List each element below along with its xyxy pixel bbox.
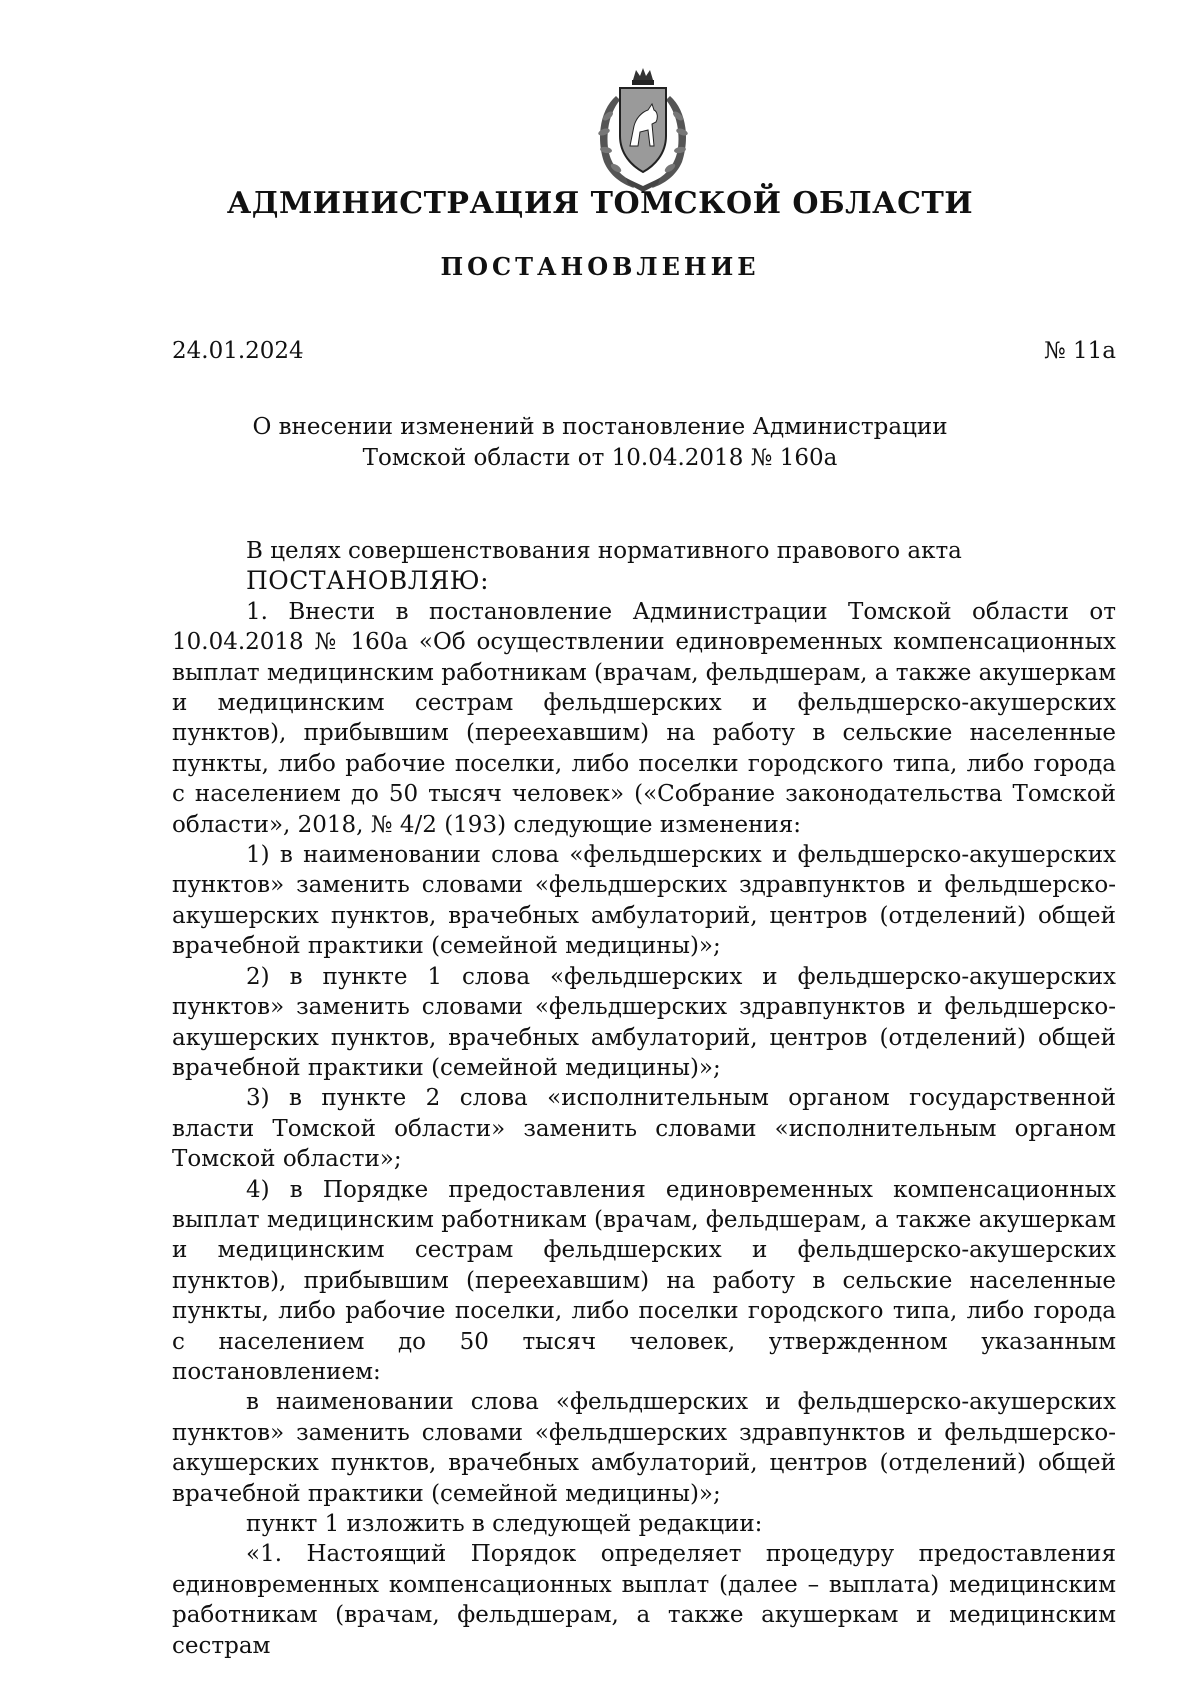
subject-line-1: О внесении изменений в постановление Администрации — [252, 414, 948, 440]
decree-word: ПОСТАНОВЛЯЮ: — [246, 566, 490, 596]
document-type-heading: ПОСТАНОВЛЕНИЕ — [440, 252, 760, 281]
body-paragraph-5: 4) в Порядке предоставления единовременных компенсационных выплат медицинским работникам (врачам, фельдшерам, а также акушеркам и медицинским сестрам фельдшерских и фельдшерско-акушерских пунктов), прибывшим (переехавшим) на работу в сельские населенные пункты, либо рабочие поселки, либо поселки городского типа, либо города с населением до 50 тысяч человек, утвержденном указанным постановлением: — [172, 1176, 1116, 1385]
subject-line-2: Томской области от 10.04.2018 № 160а — [362, 445, 838, 471]
body-paragraph-8: «1. Настоящий Порядок определяет процедуру предоставления единовременных компенсационных выплат (далее – выплата) медицинским работникам (врачам, фельдшерам, а также акушеркам и медицинским сестрам — [172, 1541, 1116, 1659]
body-paragraph-3: 2) в пункте 1 слова «фельдшерских и фельдшерско-акушерских пунктов» заменить словами «фельдшерских здравпунктов и фельдшерско-акушерских пунктов, врачебных амбулаторий, центров (отделений) общей врачебной практики (семейной медицины)»; — [172, 963, 1116, 1081]
document-date: 24.01.2024 — [172, 338, 304, 364]
body-paragraph-4: 3) в пункте 2 слова «исполнительным органом государственной власти Томской области» заменить словами «исполнительным органом Томской области»; — [172, 1085, 1116, 1173]
document-body — [172, 536, 1116, 1661]
document-subject — [0, 412, 1200, 474]
coat-of-arms-icon — [586, 66, 700, 194]
body-paragraph-2: 1) в наименовании слова «фельдшерских и фельдшерско-акушерских пунктов» заменить словами «фельдшерских здравпунктов и фельдшерско-акушерских пунктов, врачебных амбулаторий, центров (отделений) общей врачебной практики (семейной медицины)»; — [172, 842, 1116, 960]
body-paragraph-1: 1. Внести в постановление Администрации Томской области от 10.04.2018 № 160а «Об осуществлении единовременных компенсационных выплат медицинским работникам (врачам, фельдшерам, а также акушеркам и медицинским сестрам фельдшерских и фельдшерско-акушерских пунктов), прибывшим (переехавшим) на работу в сельские населенные пункты, либо рабочие поселки, либо поселки городского типа, либо города с населением до 50 тысяч человек» («Собрание законодательства Томской области», 2018, № 4/2 (193) следующие изменения: — [172, 598, 1116, 838]
body-paragraph-6: в наименовании слова «фельдшерских и фельдшерско-акушерских пунктов» заменить словами «фельдшерских здравпунктов и фельдшерско-акушерских пунктов, врачебных амбулаторий, центров (отделений) общей врачебной практики (семейной медицины)»; — [172, 1389, 1116, 1507]
organization-title: АДМИНИСТРАЦИЯ ТОМСКОЙ ОБЛАСТИ — [226, 186, 974, 221]
body-paragraph-7: пункт 1 изложить в следующей редакции: — [246, 1511, 763, 1537]
intro-paragraph: В целях совершенствования нормативного правового акта — [246, 538, 962, 564]
document-number: № 11а — [1043, 338, 1116, 364]
